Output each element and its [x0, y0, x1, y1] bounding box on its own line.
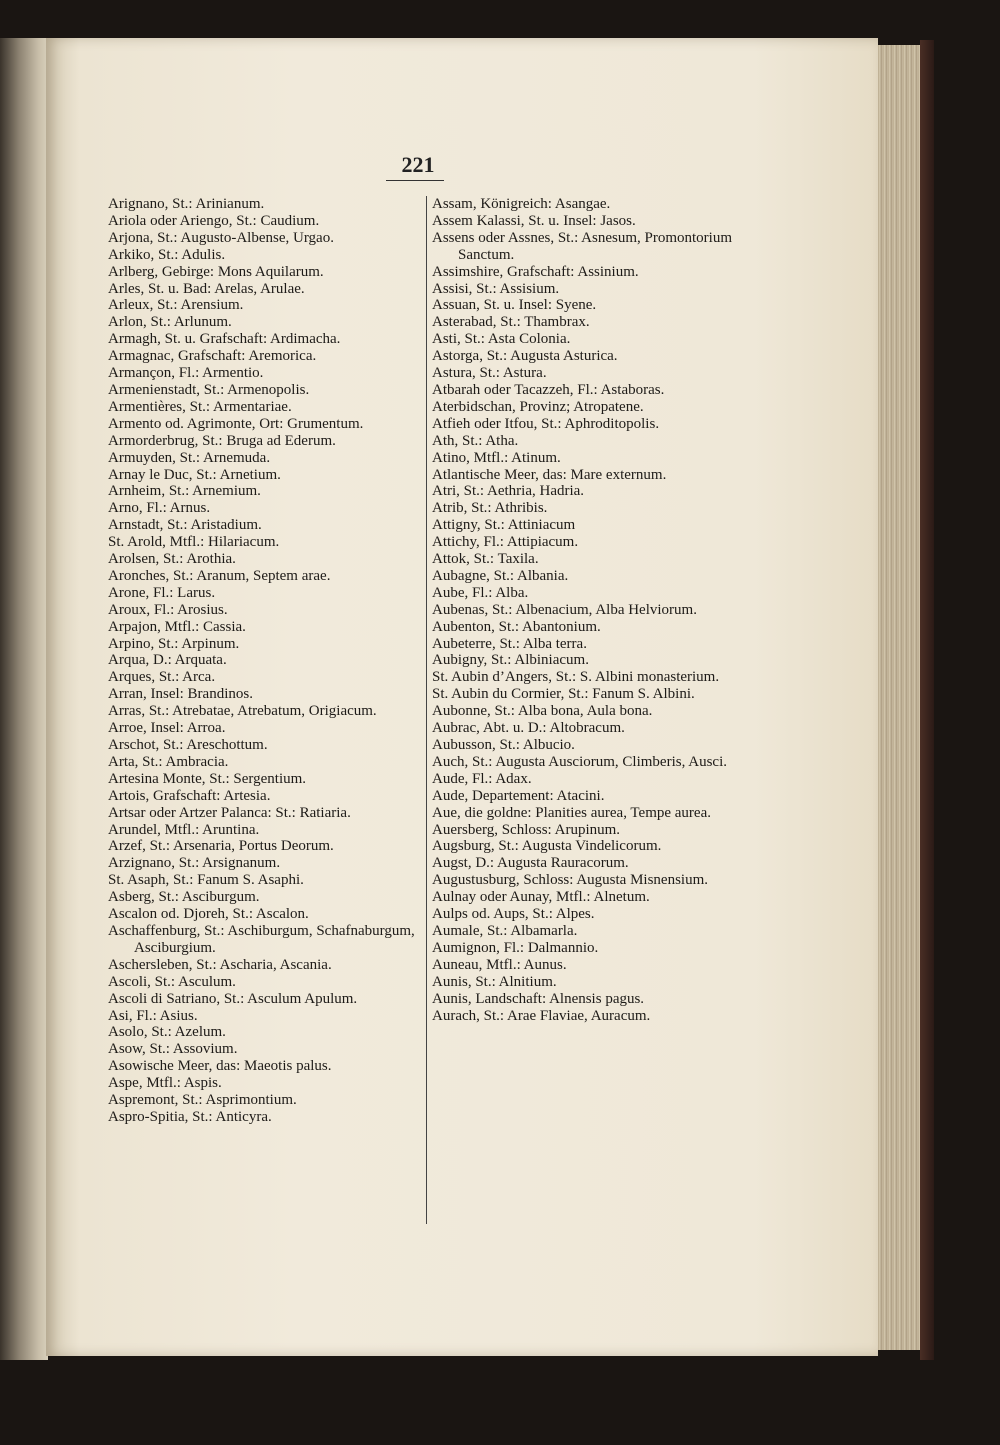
index-entry: Astura, St.: Astura.	[432, 365, 547, 382]
index-entry: Arqua, D.: Arquata.	[108, 652, 227, 669]
index-entry: Arles, St. u. Bad: Arelas, Arulae.	[108, 280, 305, 297]
index-entry: Aubenton, St.: Abantonium.	[432, 618, 601, 635]
index-entry: Arras, St.: Atrebatae, Atrebatum, Origiacum.	[108, 703, 377, 720]
index-entry: Asterabad, St.: Thambrax.	[432, 314, 590, 331]
index-entry: Augst, D.: Augusta Rauracorum.	[432, 855, 629, 872]
index-entry: Ascalon od. Djoreh, St.: Ascalon.	[108, 906, 309, 923]
index-entry: Augsburg, St.: Augusta Vindelicorum.	[432, 838, 662, 855]
index-entry: Assisi, St.: Assisium.	[432, 280, 560, 297]
header-rule	[386, 180, 444, 181]
column-divider	[426, 196, 427, 1224]
index-entry: Aspro-Spitia, St.: Anticyra.	[108, 1108, 272, 1125]
index-entry: Assem Kalassi, St. u. Insel: Jasos.	[432, 212, 636, 229]
index-entry: Attok, St.: Taxila.	[432, 551, 539, 568]
index-entry: Armentières, St.: Armentariae.	[108, 398, 292, 415]
page-number: 221	[401, 152, 435, 177]
index-entry: Aumignon, Fl.: Dalmannio.	[432, 939, 599, 956]
index-entry: Aue, die goldne: Planities aurea, Tempe aurea.	[432, 804, 711, 821]
index-entry: Arschot, St.: Areschottum.	[108, 737, 268, 753]
index-entry: Atfieh oder Itfou, St.: Aphroditopolis.	[432, 415, 660, 432]
index-entry: Arnay le Duc, St.: Arnetium.	[108, 466, 281, 483]
index-entry: Astorga, St.: Augusta Asturica.	[432, 348, 618, 365]
index-entry: Arpino, St.: Arpinum.	[108, 635, 240, 652]
index-entry: Ariola oder Ariengo, St.: Caudium.	[108, 212, 320, 229]
index-entry: Arnstadt, St.: Aristadium.	[108, 517, 262, 534]
index-entry: Aunis, Landschaft: Alnensis pagus.	[432, 990, 645, 1007]
index-entry: Arzef, St.: Arsenaria, Portus Deorum.	[108, 838, 334, 855]
index-entry: Aronches, St.: Aranum, Septem arae.	[108, 567, 331, 584]
index-entry: Atri, St.: Aethria, Hadria.	[432, 483, 585, 500]
index-entry: Assuan, St. u. Insel: Syene.	[432, 297, 597, 314]
index-entry: Arolsen, St.: Arothia.	[108, 551, 236, 568]
index-entry: Auch, St.: Augusta Ausciorum, Climberis, Ausci.	[432, 753, 727, 770]
index-entry: Arzignano, St.: Arsignanum.	[108, 855, 281, 872]
index-entry: Aubonne, St.: Alba bona, Aula bona.	[432, 703, 653, 720]
index-entry: Aubusson, St.: Albucio.	[432, 737, 575, 753]
index-entry: Auersberg, Schloss: Arupinum.	[432, 821, 621, 838]
index-entry: Arno, Fl.: Arnus.	[108, 500, 211, 517]
index-entry: Aubenas, St.: Albenacium, Alba Helviorum.	[432, 601, 697, 618]
facing-page-edge	[0, 38, 48, 1360]
index-entry: Aude, Departement: Atacini.	[432, 787, 605, 804]
index-entry: Armançon, Fl.: Armentio.	[108, 365, 264, 382]
index-entry: Asti, St.: Asta Colonia.	[432, 331, 571, 348]
index-entry: Arleux, St.: Arensium.	[108, 297, 244, 314]
index-entry: Aspe, Mtfl.: Aspis.	[108, 1075, 222, 1092]
index-entry: St. Arold, Mtfl.: Hilariacum.	[108, 534, 280, 551]
index-entry: Atlantische Meer, das: Mare externum.	[432, 466, 667, 483]
index-entry: Asow, St.: Assovium.	[108, 1041, 238, 1058]
index-entry: Arroe, Insel: Arroa.	[108, 720, 226, 737]
index-entry: Artois, Grafschaft: Artesia.	[108, 787, 271, 804]
index-entry: Asberg, St.: Asciburgum.	[108, 889, 260, 906]
index-entry: St. Asaph, St.: Fanum S. Asaphi.	[108, 872, 304, 889]
index-entry: Aulnay oder Aunay, Mtfl.: Alnetum.	[432, 889, 650, 906]
index-entry: Arlberg, Gebirge: Mons Aquilarum.	[108, 263, 324, 280]
index-entry: Arran, Insel: Brandinos.	[108, 686, 253, 703]
index-entry: Ascoli, St.: Asculum.	[108, 973, 236, 990]
index-entry: Aschaffenburg, St.: Aschiburgum, Schafnaburgum, Asciburgium.	[108, 922, 415, 956]
index-entry: Aurach, St.: Arae Flaviae, Auracum.	[432, 1007, 651, 1024]
index-entry: Aubigny, St.: Albiniacum.	[432, 652, 589, 669]
index-entry: Assens oder Assnes, St.: Asnesum, Promontorium Sanctum.	[432, 229, 733, 263]
index-entry: Armento od. Agrimonte, Ort: Grumentum.	[108, 415, 364, 432]
index-entry: Arundel, Mtfl.: Aruntina.	[108, 821, 260, 838]
index-entry: Attigny, St.: Attiniacum	[432, 517, 576, 534]
index-entry: Armorderbrug, St.: Bruga ad Ederum.	[108, 432, 336, 449]
index-entry: Artsar oder Artzer Palanca: St.: Ratiaria.	[108, 804, 351, 821]
index-entry: Armenienstadt, St.: Armenopolis.	[108, 381, 310, 398]
index-entry: Asolo, St.: Azelum.	[108, 1024, 226, 1041]
index-entry: Artesina Monte, St.: Sergentium.	[108, 770, 307, 787]
index-entry: Aspremont, St.: Asprimontium.	[108, 1092, 297, 1109]
index-entry: Asowische Meer, das: Maeotis palus.	[108, 1058, 332, 1075]
index-entry: Arkiko, St.: Adulis.	[108, 246, 226, 263]
index-entry: Arjona, St.: Augusto-Albense, Urgao.	[108, 229, 334, 246]
index-entry: St. Aubin du Cormier, St.: Fanum S. Albini.	[432, 686, 695, 703]
index-entry: Auneau, Mtfl.: Aunus.	[432, 956, 567, 973]
index-entry: Aubagne, St.: Albania.	[432, 567, 569, 584]
index-entry: Augustusburg, Schloss: Augusta Misnensium.	[432, 872, 708, 889]
index-entry: Aube, Fl.: Alba.	[432, 584, 529, 601]
index-entry: Arignano, St.: Arinianum.	[108, 196, 265, 212]
index-entry: Armuyden, St.: Arnemuda.	[108, 449, 271, 466]
index-entry: Aroux, Fl.: Arosius.	[108, 601, 228, 618]
index-entry: Aumale, St.: Albamarla.	[432, 922, 578, 939]
index-entry: Arta, St.: Ambracia.	[108, 753, 229, 770]
index-entry: Aubrac, Abt. u. D.: Altobracum.	[432, 720, 625, 737]
index-entry: Aubeterre, St.: Alba terra.	[432, 635, 587, 652]
index-entry: Arone, Fl.: Larus.	[108, 584, 216, 601]
index-entry: Atino, Mtfl.: Atinum.	[432, 449, 561, 466]
index-entry: Assam, Königreich: Asangae.	[432, 196, 611, 212]
index-entry: Arques, St.: Arca.	[108, 669, 216, 686]
index-entry: St. Aubin d’Angers, St.: S. Albini monasterium.	[432, 669, 720, 686]
index-entry: Assimshire, Grafschaft: Assinium.	[432, 263, 639, 280]
index-entry: Armagh, St. u. Grafschaft: Ardimacha.	[108, 331, 341, 348]
index-entry: Aterbidschan, Provinz; Atropatene.	[432, 398, 644, 415]
index-entry: Arlon, St.: Arlunum.	[108, 314, 232, 331]
book-cover-edge	[920, 40, 934, 1360]
left-column	[108, 196, 420, 1126]
index-entry: Arpajon, Mtfl.: Cassia.	[108, 618, 246, 635]
index-entry: Attichy, Fl.: Attipiacum.	[432, 534, 579, 551]
index-entry: Atbarah oder Tacazzeh, Fl.: Astaboras.	[432, 381, 665, 398]
index-entry: Aunis, St.: Alnitium.	[432, 973, 557, 990]
index-entry: Ath, St.: Atha.	[432, 432, 519, 449]
index-entry: Armagnac, Grafschaft: Aremorica.	[108, 348, 317, 365]
right-column	[432, 196, 742, 1024]
index-entry: Ascoli di Satriano, St.: Asculum Apulum.	[108, 990, 358, 1007]
index-entry: Aude, Fl.: Adax.	[432, 770, 532, 787]
index-entry: Aulps od. Aups, St.: Alpes.	[432, 906, 595, 923]
index-entry: Asi, Fl.: Asius.	[108, 1007, 198, 1024]
index-entry: Arnheim, St.: Arnemium.	[108, 483, 261, 500]
index-entry: Atrib, St.: Athribis.	[432, 500, 548, 517]
index-entry: Aschersleben, St.: Ascharia, Ascania.	[108, 956, 332, 973]
